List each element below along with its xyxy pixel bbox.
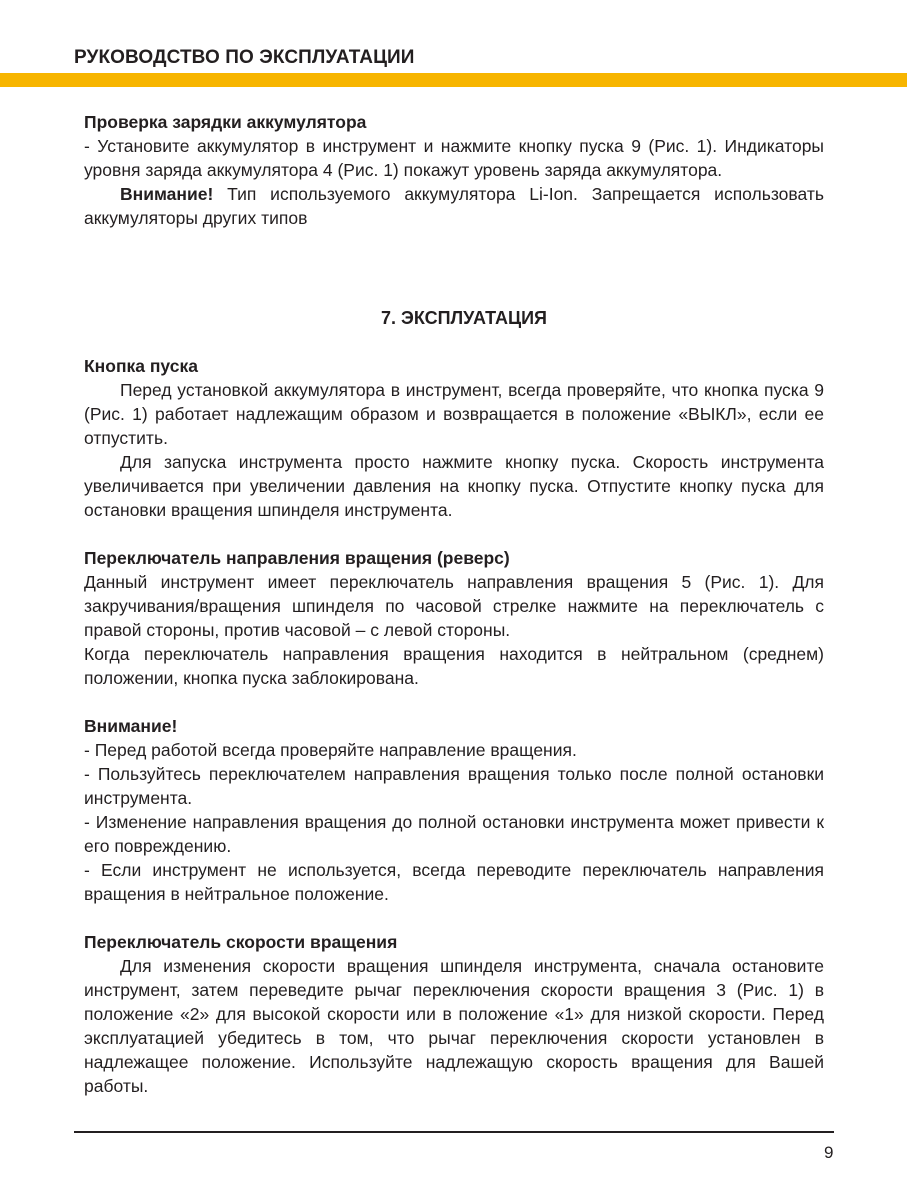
speed-section <box>84 930 824 1098</box>
attention-item: - Если инструмент не используется, всегда переводите переключатель направления вращения в нейтральное положение. <box>84 860 824 904</box>
reverse-paragraph-1: Данный инструмент имеет переключатель направления вращения 5 (Рис. 1). Для закручивания/вращения шпинделя по часовой стрелке нажмите на переключатель с правой стороны, против часовой – с левой стороны. <box>84 572 824 640</box>
speed-heading: Переключатель скорости вращения <box>84 932 398 952</box>
start-button-section <box>84 354 824 522</box>
footer-divider <box>74 1131 834 1133</box>
chapter-title: 7. ЭКСПЛУАТАЦИЯ <box>381 308 547 328</box>
attention-item: - Изменение направления вращения до полной остановки инструмента может привести к его повреждению. <box>84 812 824 856</box>
reverse-paragraph-2: Когда переключатель направления вращения находится в нейтральном (среднем) положении, кнопка пуска заблокирована. <box>84 644 824 688</box>
battery-check-section <box>84 110 824 230</box>
battery-check-text: - Установите аккумулятор в инструмент и нажмите кнопку пуска 9 (Рис. 1). Индикаторы уровня заряда аккумулятора 4 (Рис. 1) покажут уровень заряда аккумулятора. <box>84 136 824 180</box>
header-accent-bar <box>0 73 907 87</box>
attention-heading: Внимание! <box>84 716 178 736</box>
battery-warning-text: Тип используемого аккумулятора Li-Ion. Запрещается использовать аккумуляторы других типов <box>84 184 824 228</box>
battery-check-heading: Проверка зарядки аккумулятора <box>84 112 367 132</box>
battery-warning <box>84 182 824 230</box>
attention-item: - Пользуйтесь переключателем направления вращения только после полной остановки инструмента. <box>84 764 824 808</box>
start-button-paragraph-1: Перед установкой аккумулятора в инструмент, всегда проверяйте, что кнопка пуска 9 (Рис. 1) работает надлежащим образом и возвращается в положение «ВЫКЛ», если ее отпустить. <box>84 380 824 448</box>
battery-warning-label: Внимание! <box>120 184 214 204</box>
page-content <box>84 110 824 1098</box>
attention-item: - Перед работой всегда проверяйте направление вращения. <box>84 740 577 760</box>
page-header-title: РУКОВОДСТВО ПО ЭКСПЛУАТАЦИИ <box>74 47 415 68</box>
page-number: 9 <box>824 1143 834 1162</box>
reverse-section <box>84 546 824 690</box>
attention-section <box>84 714 824 906</box>
start-button-paragraph-2: Для запуска инструмента просто нажмите кнопку пуска. Скорость инструмента увеличивается при увеличении давления на кнопку пуска. Отпустите кнопку пуска для остановки вращения шпинделя инструмента. <box>84 452 824 520</box>
start-button-heading: Кнопка пуска <box>84 356 198 376</box>
speed-paragraph: Для изменения скорости вращения шпинделя инструмента, сначала остановите инструмент, затем переведите рычаг переключения скорости вращения 3 (Рис. 1) в положение «2» для высокой скорости или в положение «1» для низкой скорости. Перед эксплуатацией убедитесь в том, что рычаг переключения скорости установлен в надлежащее положение. Используйте надлежащую скорость вращения для Вашей работы. <box>84 956 824 1096</box>
reverse-heading: Переключатель направления вращения (реверс) <box>84 548 510 568</box>
